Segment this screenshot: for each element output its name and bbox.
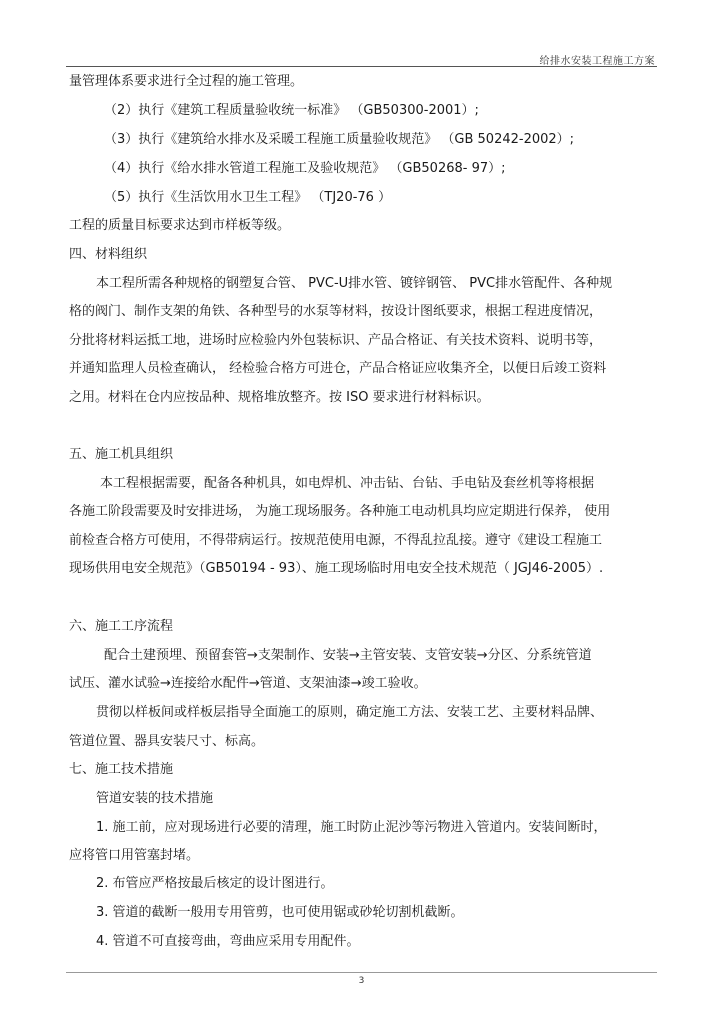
- body-line: （3）执行《建筑给水排水及采暖工程施工质量验收规范》 （GB 50242-2002）;: [104, 132, 575, 147]
- body-line: 并通知监理人员检查确认， 经检验合格方可进仓，产品合格证应收集齐全，以便日后竣工资料: [69, 361, 607, 376]
- body-line: 1. 施工前，应对现场进行必要的清理，施工时防止泥沙等污物进入管道内。安装间断时，: [96, 820, 607, 835]
- body-line: 分批将材料运抵工地，进场时应检验内外包装标识、产品合格证、有关技术资料、说明书等，: [69, 333, 603, 348]
- body-line: 前检查合格方可使用，不得带病运行。按规范使用电源，不得乱拉乱接。遵守《建设工程施工: [69, 533, 603, 548]
- body-line: （4）执行《给水排水管道工程施工及验收规范》 （GB50268- 97）;: [104, 161, 506, 176]
- body-line: 贯彻以样板间或样板层指导全面施工的原则，确定施工方法、安装工艺、主要材料品牌、: [96, 705, 604, 720]
- body-line: 本工程所需各种规格的钢塑复合管、 PVC-U排水管、镀锌钢管、 PVC排水管配件、各种规: [96, 276, 613, 291]
- body-line: 应将管口用管塞封堵。: [69, 848, 200, 863]
- section-heading: 四、材料组织: [69, 247, 148, 262]
- body-line: 试压、灌水试验→连接给水配件→管道、支架油漆→竣工验收。: [69, 676, 427, 691]
- page-number: 3: [358, 976, 365, 986]
- body-line: 工程的质量目标要求达到市样板等级。: [69, 218, 291, 233]
- body-line: （5）执行《生活饮用水卫生工程》 （TJ20-76 ）: [104, 190, 392, 205]
- body-line: 管道位置、器具安装尺寸、标高。: [69, 734, 265, 749]
- section-heading: 五、施工机具组织: [69, 447, 174, 462]
- body-line: 配合土建预埋、预留套管→支架制作、安装→主管安装、支管安装→分区、分系统管道: [104, 648, 592, 663]
- body-line: （2）执行《建筑工程质量验收统一标准》 （GB50300-2001）;: [104, 103, 479, 118]
- body-line: 本工程根据需要，配备各种机具，如电焊机、冲击钻、台钻、手电钻及套丝机等将根据: [100, 476, 595, 491]
- body-line: 量管理体系要求进行全过程的施工管理。: [69, 74, 304, 89]
- body-line: 各施工阶段需要及时安排进场， 为施工现场服务。各种施工电动机具均应定期进行保养， 使用: [69, 504, 611, 519]
- body-line: 现场供用电安全规范》（GB50194 - 93）、施工现场临时用电安全技术规范（ JGJ46-2005）.: [69, 561, 604, 576]
- subsection-heading: 管道安装的技术措施: [96, 791, 214, 806]
- section-heading: 六、施工工序流程: [69, 619, 174, 634]
- body-line: 3. 管道的截断一般用专用管剪，也可使用锯或砂轮切割机截断。: [96, 905, 464, 920]
- body-line: 之用。材料在仓内应按品种、规格堆放整齐。按 ISO 要求进行材料标识。: [69, 390, 490, 405]
- header-rule: [66, 66, 657, 67]
- body-line: 4. 管道不可直接弯曲，弯曲应采用专用配件。: [96, 934, 360, 949]
- body-line: 2. 布管应严格按最后核定的设计图进行。: [96, 876, 334, 891]
- page-header-title: 给排水安装工程施工方案: [539, 56, 655, 67]
- footer-rule: [66, 972, 657, 973]
- section-heading: 七、施工技术措施: [69, 762, 174, 777]
- body-line: 格的阀门、制作支架的角铁、各种型号的水泵等材料，按设计图纸要求，根据工程进度情况，: [69, 304, 603, 319]
